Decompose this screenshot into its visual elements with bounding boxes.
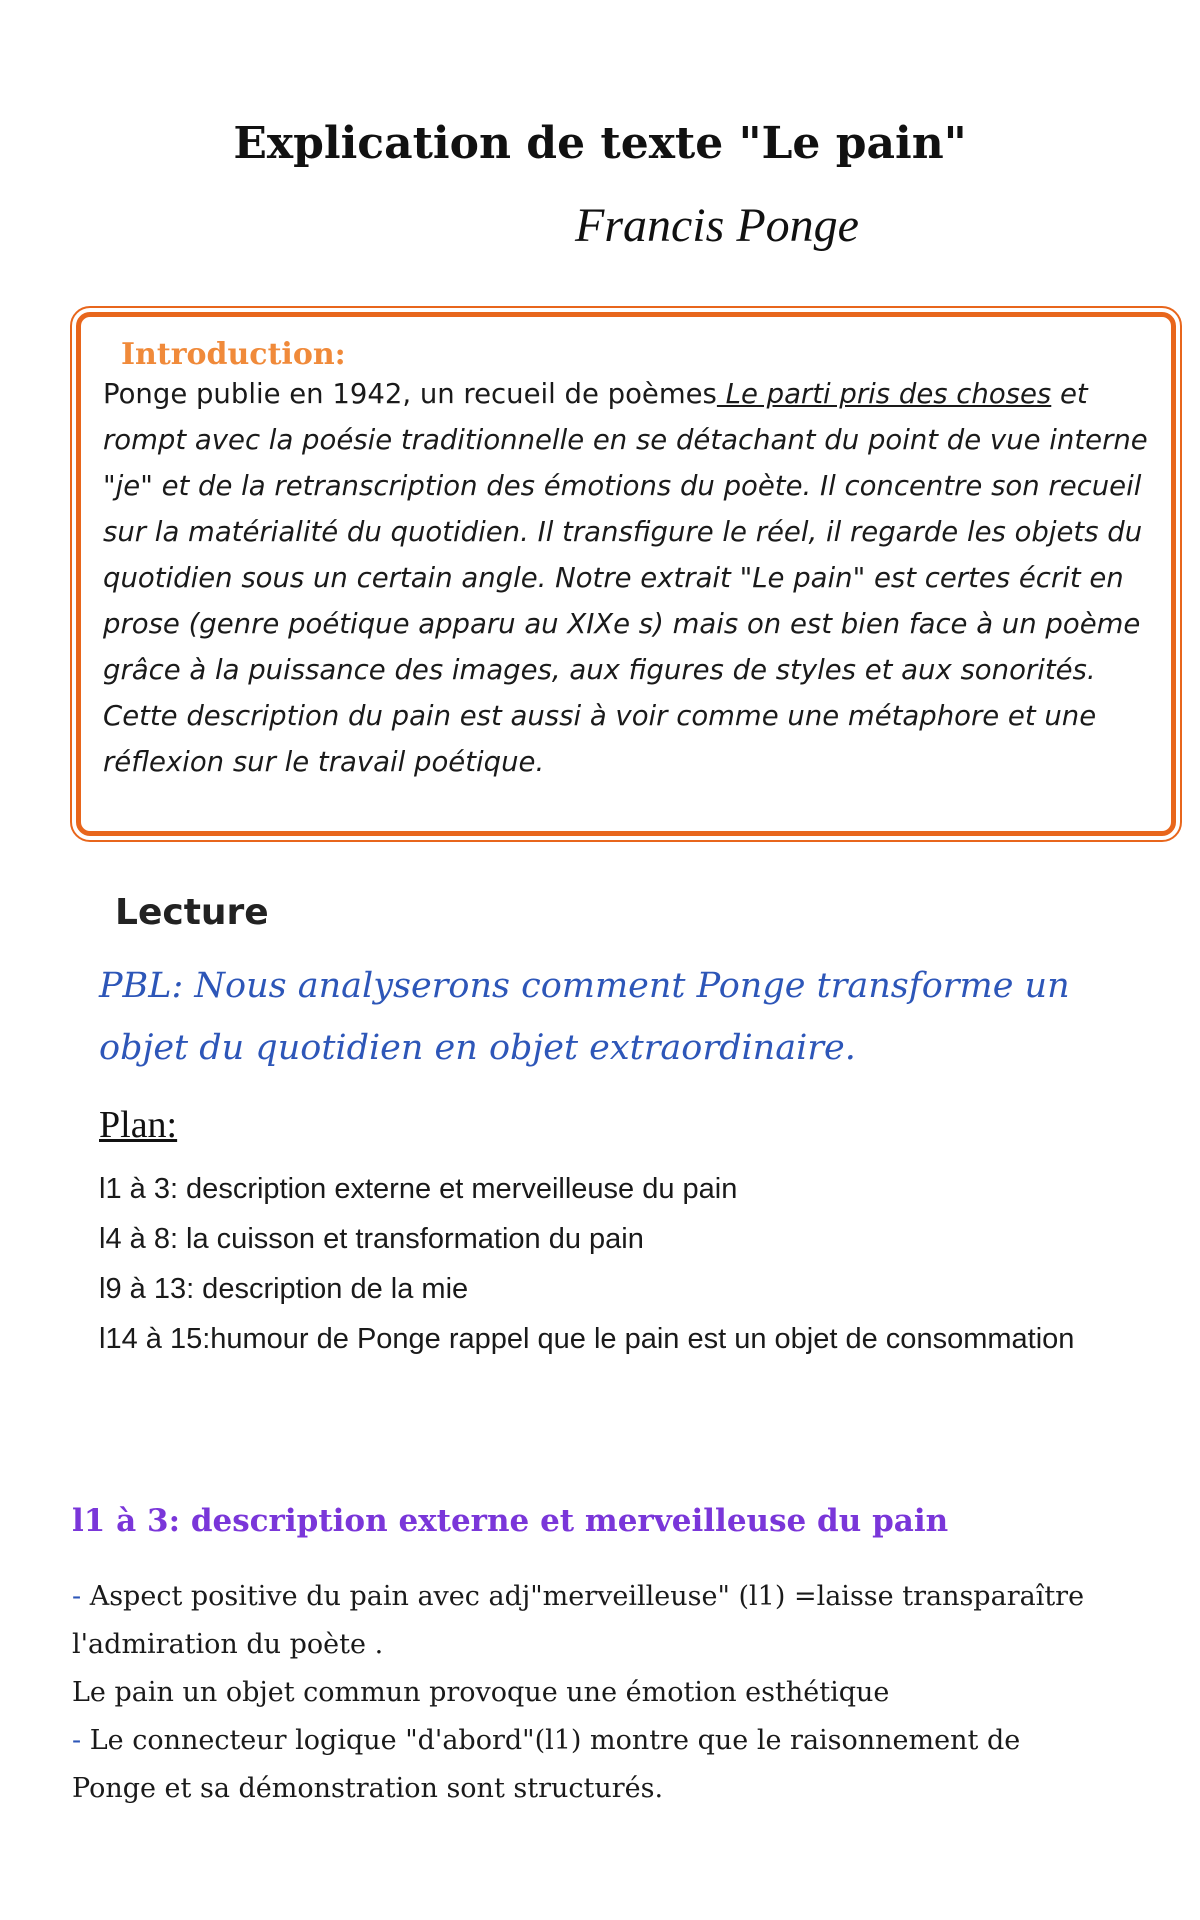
- bullet-1: [72, 1573, 1092, 1669]
- lecture-heading: Lecture: [115, 892, 269, 933]
- introduction-text: [103, 371, 1155, 785]
- bullet-1-text: Aspect positive du pain avec adj"merveilleuse" (l1) =laisse transparaître l'admiration du poète .: [72, 1581, 1085, 1660]
- plan-item: l4 à 8: la cuisson et transformation du pain: [99, 1223, 644, 1255]
- problematique: PBL: Nous analyserons comment Ponge transforme un objet du quotidien en objet extraordinaire.: [99, 966, 1070, 1068]
- plan-title: Plan:: [99, 1104, 178, 1146]
- section-title: l1 à 3: description externe et merveilleuse du pain: [72, 1503, 949, 1539]
- plan-item: l1 à 3: description externe et merveilleuse du pain: [99, 1173, 738, 1205]
- dash-marker: -: [72, 1725, 82, 1756]
- bullet-2: [72, 1717, 1092, 1813]
- bullet-2-text: Le connecteur logique "d'abord"(l1) montre que le raisonnement de Ponge et sa démonstration sont structurés.: [72, 1725, 1021, 1804]
- plan-item: l14 à 15:humour de Ponge rappel que le pain est un objet de consommation: [99, 1323, 1075, 1355]
- bullet-1-continuation: Le pain un objet commun provoque une émotion esthétique: [72, 1677, 890, 1708]
- introduction-heading: Introduction:: [121, 337, 346, 372]
- introduction-text-part-2: et rompt avec la poésie traditionnelle en se détachant du point de vue interne "je" et de la retranscription des émotions du poète. Il concentre son recueil sur la matérialité du quotidien. Il transfigure le réel, il regarde les objets du quotidien sous un certain angle. Notre extrait "Le pain" est certes écrit en prose (genre poétique apparu au XIXe s) mais on est bien face à un poème grâce à la puissance des images, aux figures de styles et aux sonorités. Cette description du pain est aussi à voir comme une métaphore et une réflexion sur le travail poétique.: [103, 378, 1148, 778]
- book-title: Le parti pris des choses: [716, 378, 1052, 410]
- introduction-text-part-1: Ponge publie en 1942, un recueil de poèmes: [103, 378, 717, 410]
- plan-list: [99, 1164, 1099, 1364]
- document-title: Explication de texte "Le pain": [233, 118, 967, 169]
- dash-marker: -: [72, 1581, 82, 1612]
- author-name: Francis Ponge: [575, 199, 859, 252]
- section-body: [72, 1573, 1092, 1813]
- plan-item: l9 à 13: description de la mie: [99, 1273, 469, 1305]
- introduction-box: [76, 312, 1176, 836]
